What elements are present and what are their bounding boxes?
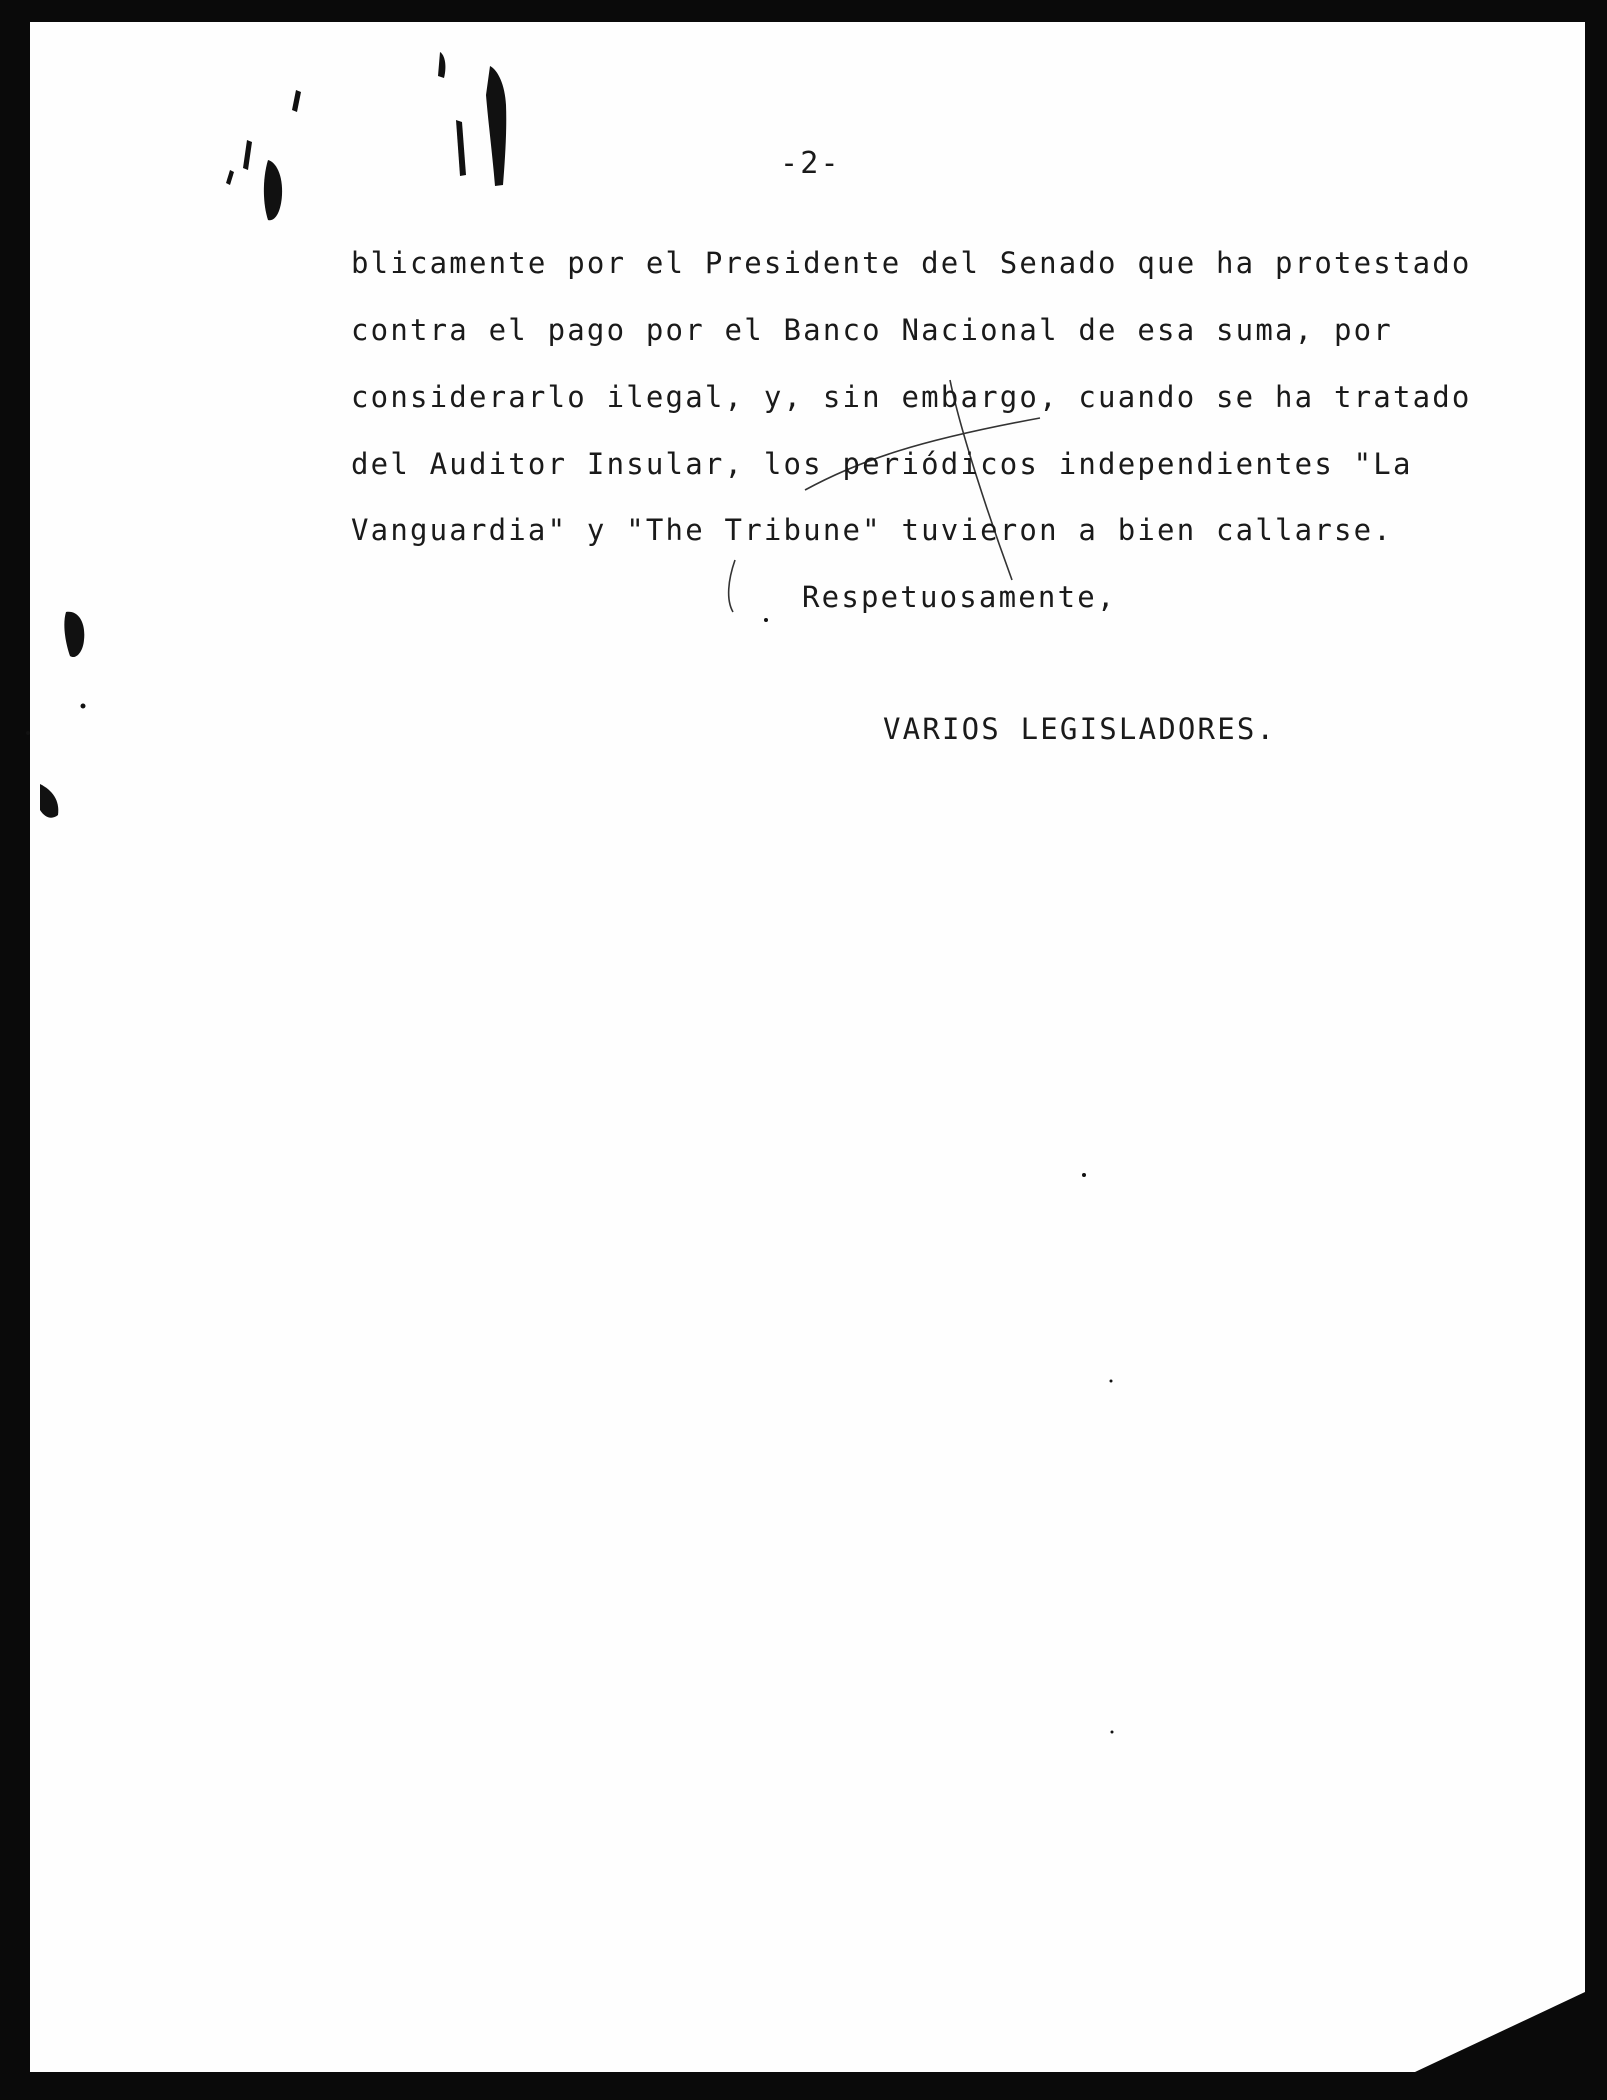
ink-smudge <box>486 66 506 186</box>
body-line: Vanguardia" y "The Tribune" tuvieron a bien callarse. <box>351 513 1393 547</box>
body-line: blicamente por el Presidente del Senado que ha protestado <box>351 246 1472 280</box>
body-line: del Auditor Insular, los periódicos independientes "La <box>351 447 1413 481</box>
closing-salutation: Respetuosamente, <box>802 580 1117 614</box>
signature: VARIOS LEGISLADORES. <box>883 712 1277 746</box>
body-line: contra el pago por el Banco Nacional de esa suma, por <box>351 313 1393 347</box>
page-number: -2- <box>780 146 841 181</box>
body-line: considerarlo ilegal, y, sin embargo, cuando se ha tratado <box>351 380 1472 414</box>
